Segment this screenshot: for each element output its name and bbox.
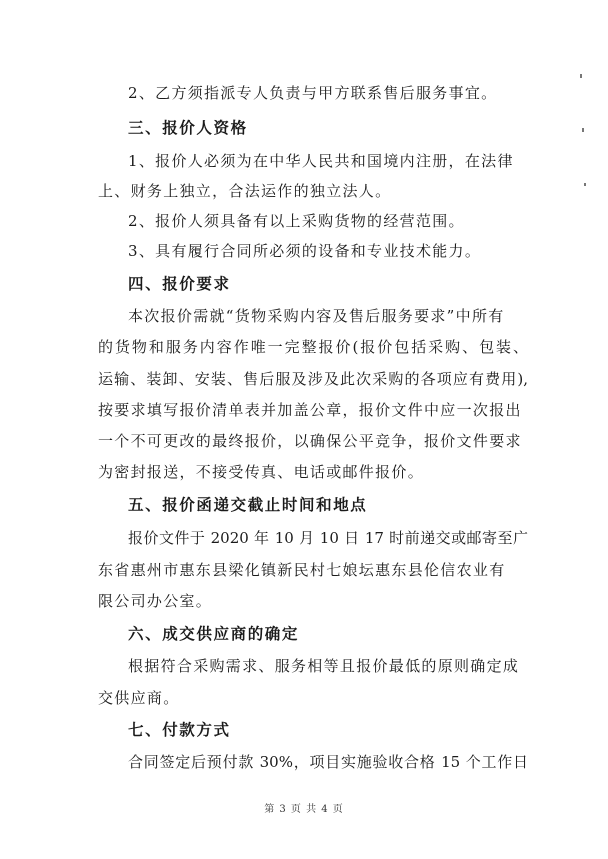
paragraph-line: 本次报价需就“货物采购内容及售后服务要求”中所有: [128, 307, 505, 325]
paragraph-line: 1、报价人必须为在中华人民共和国境内注册，在法律: [128, 152, 514, 170]
paragraph-line: 2、报价人须具备有以上采购货物的经营范围。: [128, 212, 465, 230]
section-heading-payment: 七、付款方式: [128, 721, 231, 739]
paragraph-line: 东省惠州市惠东县梁化镇新民村七娘坛惠东县伦信农业有: [98, 561, 506, 579]
scan-speck: [580, 74, 582, 78]
paragraph-line: 交供应商。: [98, 689, 180, 707]
paragraph-line: 运输、装卸、安装、售后服及涉及此次采购的各项应有费用),: [98, 370, 528, 388]
section-heading-deadline: 五、报价函递交截止时间和地点: [128, 496, 368, 514]
paragraph-line: 2、乙方须指派专人负责与甲方联系售后服务事宜。: [128, 84, 498, 102]
paragraph-line: 报价文件于 2020 年 10 月 10 日 17 时前递交或邮寄至广: [128, 529, 528, 547]
paragraph-line: 一个不可更改的最终报价，以确保公平竞争，报价文件要求: [98, 432, 522, 450]
scan-speck: [582, 128, 584, 132]
paragraph-line: 上、财务上独立，合法运作的独立法人。: [98, 182, 392, 200]
section-heading-supplier: 六、成交供应商的确定: [128, 625, 300, 643]
paragraph-line: 为密封报送，不接受传真、电话或邮件报价。: [98, 463, 425, 481]
paragraph-line: 合同签定后预付款 30%，项目实施验收合格 15 个工作日: [128, 753, 528, 771]
paragraph-line: 限公司办公室。: [98, 592, 213, 610]
section-heading-qualification: 三、报价人资格: [128, 119, 248, 137]
paragraph-line: 按要求填写报价清单表并加盖公章，报价文件中应一次报出: [98, 401, 522, 419]
paragraph-line: 3、具有履行合同所必须的设备和专业技术能力。: [128, 242, 482, 260]
paragraph-line: 根据符合采购需求、服务相等且报价最低的原则确定成: [128, 657, 520, 675]
page-number-footer: 第 3 页 共 4 页: [264, 804, 344, 815]
section-heading-quote-requirements: 四、报价要求: [128, 275, 231, 293]
paragraph-line: 的货物和服务内容作唯一完整报价(报价包括采购、包装、: [98, 338, 528, 356]
scan-speck: [584, 183, 586, 186]
